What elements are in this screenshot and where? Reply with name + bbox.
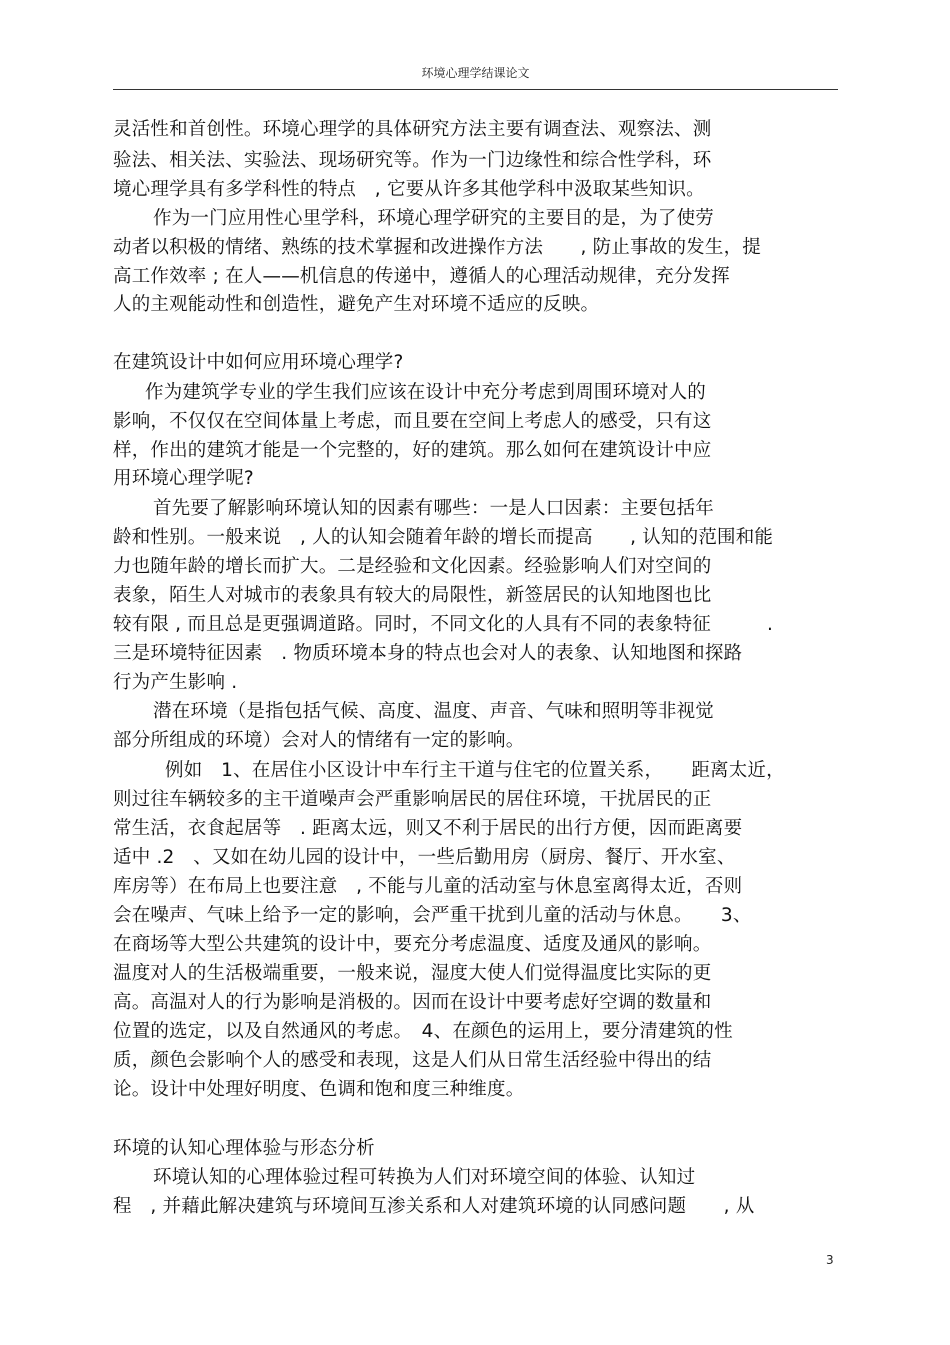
- text-line: 论。设计中处理好明度、色调和饱和度三种维度。: [113, 1079, 525, 1100]
- page-number: 3: [826, 1253, 834, 1267]
- text-line: 环境认知的心理体验过程可转换为人们对环境空间的体验、认知过: [153, 1167, 696, 1188]
- text-line: 质，颜色会影响个人的感受和表现，这是人们从日常生活经验中得出的结: [113, 1050, 712, 1071]
- text-line: 温度对人的生活极端重要，一般来说，湿度大使人们觉得温度比实际的更: [113, 963, 712, 984]
- text-line: 程 , 并藉此解决建筑与环境间互渗关系和人对建筑环境的认同感问题 , 从: [113, 1196, 755, 1217]
- text-line: 作为建筑学专业的学生我们应该在设计中充分考虑到周围环境对人的: [145, 382, 707, 403]
- text-line: 适中 .2 、又如在幼儿园的设计中，一些后勤用房（厨房、餐厅、开水室、: [113, 847, 736, 868]
- text-line: 作为一门应用性心里学科，环境心理学研究的主要目的是，为了使劳: [153, 208, 715, 229]
- text-line: 例如 1、在居住小区设计中车行主干道与住宅的位置关系， 距离太近，: [165, 760, 785, 781]
- text-line: 较有限 , 而且总是更强调道路。同时，不同文化的人具有不同的表象特征 .: [113, 614, 774, 635]
- section-heading: 在建筑设计中如何应用环境心理学?: [113, 352, 404, 373]
- text-line: 常生活，衣食起居等 . 距离太远，则又不利于居民的出行方便，因而距离要: [113, 818, 743, 839]
- header-rule: [113, 89, 838, 90]
- text-line: 在商场等大型公共建筑的设计中，要充分考虑温度、适度及通风的影响。: [113, 934, 712, 955]
- text-line: 行为产生影响 .: [113, 672, 238, 693]
- text-line: 龄和性别。一般来说 , 人的认知会随着年龄的增长而提高 , 认知的范围和能: [113, 527, 774, 548]
- text-line: 验法、相关法、实验法、现场研究等。作为一门边缘性和综合性学科，环: [113, 150, 712, 171]
- text-line: 表象，陌生人对城市的表象具有较大的局限性，新签居民的认知地图也比: [113, 585, 712, 606]
- text-line: 三是环境特征因素 . 物质环境本身的特点也会对人的表象、认知地图和探路: [113, 643, 743, 664]
- text-line: 影响，不仅仅在空间体量上考虑，而且要在空间上考虑人的感受，只有这: [113, 411, 712, 432]
- text-line: 部分所组成的环境）会对人的情绪有一定的影响。: [113, 730, 525, 751]
- text-line: 力也随年龄的增长而扩大。二是经验和文化因素。经验影响人们对空间的: [113, 556, 712, 577]
- text-line: 人的主观能动性和创造性，避免产生对环境不适应的反映。: [113, 294, 600, 315]
- text-line: 样，作出的建筑才能是一个完整的，好的建筑。那么如何在建筑设计中应: [113, 440, 712, 461]
- text-line: 首先要了解影响环境认知的因素有哪些：一是人口因素：主要包括年: [153, 498, 715, 519]
- text-line: 高。高温对人的行为影响是消极的。因而在设计中要考虑好空调的数量和: [113, 992, 712, 1013]
- text-line: 境心理学具有多学科性的特点 , 它要从许多其他学科中汲取某些知识。: [113, 179, 705, 200]
- text-line: 灵活性和首创性。环境心理学的具体研究方法主要有调查法、观察法、测: [113, 119, 712, 140]
- text-line: 会在噪声、气味上给予一定的影响，会严重干扰到儿童的活动与休息。 3、: [113, 905, 752, 926]
- text-line: 用环境心理学呢?: [113, 468, 254, 489]
- text-line: 潜在环境（是指包括气候、高度、温度、声音、气味和照明等非视觉: [153, 701, 715, 722]
- text-line: 库房等）在布局上也要注意 , 不能与儿童的活动室与休息室离得太近，否则: [113, 876, 743, 897]
- text-line: 位置的选定，以及自然通风的考虑。 4、在颜色的运用上，要分清建筑的性: [113, 1021, 733, 1042]
- text-line: 动者以积极的情绪、熟练的技术掌握和改进操作方法 , 防止事故的发生，提: [113, 237, 761, 258]
- text-line: 高工作效率 ; 在人——机信息的传递中，遵循人的心理活动规律，充分发挥: [113, 266, 730, 287]
- text-line: 则过往车辆较多的主干道噪声会严重影响居民的居住环境，干扰居民的正: [113, 789, 712, 810]
- page-header: 环境心理学结课论文: [421, 66, 530, 80]
- section-heading: 环境的认知心理体验与形态分析: [113, 1138, 375, 1159]
